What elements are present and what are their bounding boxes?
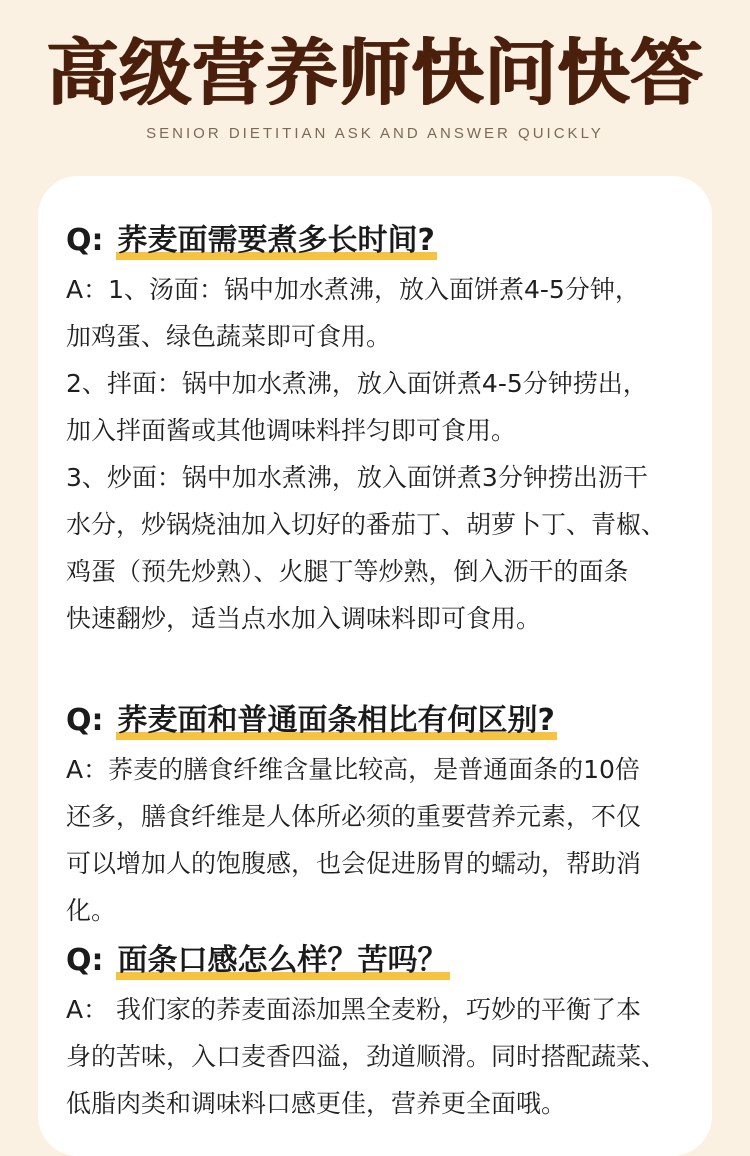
question-2-text: 荞麦面和普通面条相比有何区别?: [116, 696, 557, 746]
answer-1-line-7: 鸡蛋（预先炒熟）、火腿丁等炒熟，倒入沥干的面条: [66, 557, 629, 586]
page-title: 高级营养师快问快答: [46, 31, 704, 115]
qa-card: [38, 176, 712, 1156]
answer-1-line-2: 加鸡蛋、绿色蔬菜即可食用。: [66, 322, 392, 351]
question-3-prefix: Q:: [66, 943, 104, 978]
answer-2-line-2: 还多，膳食纤维是人体所必须的重要营养元素，不仅: [66, 802, 642, 831]
answer-2-line-1: A：荞麦的膳食纤维含量比较高，是普通面条的10倍: [66, 755, 640, 784]
answer-3-line-1: A： 我们家的荞麦面添加黑全麦粉，巧妙的平衡了本: [66, 995, 642, 1024]
answer-1-line-6: 水分，炒锅烧油加入切好的番茄丁、胡萝卜丁、青椒、: [66, 510, 667, 539]
question-3-text: 面条口感怎么样？苦吗？: [116, 936, 450, 986]
question-2-prefix: Q:: [66, 703, 104, 738]
answer-3-line-2: 身的苦味，入口麦香四溢，劲道顺滑。同时搭配蔬菜、: [66, 1042, 667, 1071]
answer-3: [66, 986, 696, 1127]
question-1: [66, 216, 696, 266]
question-1-text: 荞麦面需要煮多长时间?: [116, 216, 437, 266]
answer-2: [66, 746, 696, 934]
answer-2-line-3: 可以增加人的饱腹感，也会促进肠胃的蠕动，帮助消: [66, 849, 642, 878]
answer-2-line-4: 化。: [66, 896, 117, 925]
page-header: [0, 0, 750, 170]
answer-3-line-3: 低脂肉类和调味料口感更佳，营养更全面哦。: [66, 1089, 567, 1118]
answer-1-line-4: 加入拌面酱或其他调味料拌匀即可食用。: [66, 416, 517, 445]
qa-item-1: [66, 216, 696, 642]
answer-1-line-5: 3、炒面：锅中加水煮沸，放入面饼煮3分钟捞出沥干: [66, 463, 648, 492]
question-2: [66, 696, 696, 746]
question-1-prefix: Q:: [66, 223, 104, 258]
answer-1-line-1: A：1、汤面：锅中加水煮沸，放入面饼煮4-5分钟，: [66, 275, 640, 304]
answer-1-line-3: 2、拌面：锅中加水煮沸，放入面饼煮4-5分钟捞出，: [66, 369, 648, 398]
qa-item-3: [66, 936, 696, 1127]
question-3: [66, 936, 696, 986]
answer-1: [66, 266, 696, 642]
answer-1-line-8: 快速翻炒，适当点水加入调味料即可食用。: [66, 604, 542, 633]
page-subtitle: SENIOR DIETITIAN ASK AND ANSWER QUICKLY: [146, 125, 604, 142]
qa-item-2: [66, 696, 696, 934]
